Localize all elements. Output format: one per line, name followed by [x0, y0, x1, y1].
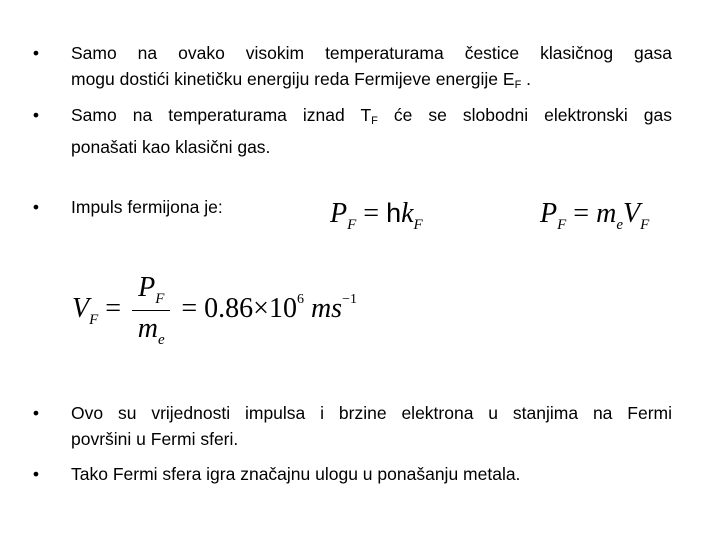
- bullet-1-line-2-end: .: [521, 69, 532, 89]
- eq2-equals: =: [573, 198, 590, 229]
- bullet-2-line-2: ponašati kao klasični gas.: [71, 137, 271, 157]
- eq3-num: P: [138, 272, 156, 303]
- eq3-lhs: V: [72, 292, 90, 324]
- eq2-v: V: [622, 198, 641, 229]
- bullet-4-line-1: Ovo su vrijednosti impulsa i brzine elektrona u stanjima na Fermi: [71, 403, 672, 423]
- bullet-2: [30, 102, 672, 160]
- eq3-unit-exponent: −1: [342, 291, 357, 307]
- bullet-1: [30, 40, 672, 98]
- eq3-den-sub: e: [158, 332, 165, 348]
- eq3-den: m: [137, 313, 158, 344]
- eq2-lhs-sub: F: [557, 217, 567, 233]
- eq2-v-sub: F: [640, 217, 650, 233]
- bullet-4-line-2: površini u Fermi sferi.: [71, 429, 239, 449]
- bullet-marker: •: [32, 105, 40, 125]
- velocity-equation: [72, 272, 357, 349]
- bullet-1-line-2-text: mogu dostići kinetičku energiju reda Fermijeve energije E: [71, 69, 515, 89]
- eq3-equals-1: =: [105, 292, 122, 324]
- eq3-equals-2: =: [181, 292, 198, 324]
- hbar-symbol: h: [386, 198, 402, 228]
- bullet-1-line-1: Samo na ovako visokim temperaturama čestice klasičnog gasa: [71, 43, 672, 63]
- fermi-energy-subscript: F: [514, 79, 522, 91]
- eq1-k-sub: F: [413, 217, 423, 233]
- eq2-lhs: P: [540, 198, 558, 229]
- momentum-equation-hbar: [330, 198, 423, 234]
- bullet-4-text: [71, 400, 672, 452]
- bullet-marker: •: [32, 403, 40, 423]
- bullet-3-text: Impuls fermijona je:: [71, 197, 223, 217]
- bullet-2-line-1-end: će se slobodni elektronski gas: [377, 105, 672, 125]
- fraction-denominator: [132, 311, 170, 349]
- eq3-value: 0.86×10: [204, 292, 297, 324]
- eq1-lhs-sub: F: [347, 217, 357, 233]
- bullet-1-text: [71, 40, 672, 98]
- fraction-numerator: [132, 272, 170, 311]
- eq3-unit: ms: [303, 292, 343, 324]
- eq1-equals: =: [363, 198, 380, 229]
- momentum-equation-mass: [540, 198, 649, 234]
- velocity-fraction: [132, 272, 170, 349]
- bullet-4: [30, 400, 672, 452]
- bullet-1-line-2: [71, 66, 672, 98]
- eq1-lhs: P: [330, 198, 348, 229]
- eq3-exponent: 6: [296, 291, 304, 307]
- bullet-5: [30, 461, 672, 487]
- bullet-marker: •: [32, 43, 40, 63]
- bullet-2-text: [71, 102, 672, 160]
- eq1-k: k: [401, 198, 414, 229]
- bullet-marker: •: [32, 197, 40, 217]
- eq2-m: m: [596, 198, 617, 229]
- bullet-2-line-1: [71, 102, 672, 134]
- eq3-num-sub: F: [155, 291, 165, 307]
- bullet-2-line-1-text: Samo na temperaturama iznad T: [71, 105, 372, 125]
- bullet-5-text: Tako Fermi sfera igra značajnu ulogu u ponašanju metala.: [71, 464, 521, 484]
- eq2-m-sub: e: [616, 217, 623, 233]
- eq3-lhs-sub: F: [89, 311, 99, 328]
- bullet-marker: •: [32, 464, 40, 484]
- fermi-temperature-subscript: F: [371, 115, 378, 127]
